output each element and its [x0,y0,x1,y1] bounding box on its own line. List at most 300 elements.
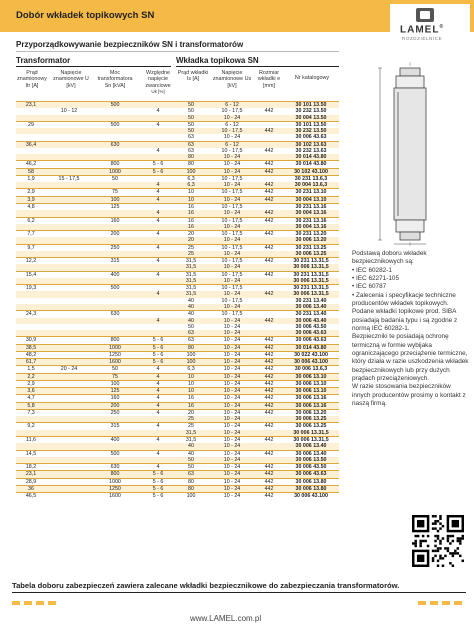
cell-fuse-current: 50 [188,456,194,463]
cell-fuse-size: 442 [264,168,274,175]
cell-fuse-voltage: 10 - 24 [223,471,241,478]
cell-short-circuit-voltage: 5 - 6 [152,351,164,358]
cell-fuse-current: 100 [186,168,196,175]
cell-catalog-number: 30 231 13.25 [295,244,327,251]
cell-short-circuit-voltage: 4 [156,388,160,395]
cell-fuse-voltage: 10 - 17,5 [221,285,243,292]
cell-catalog-number: 30 006 13.80 [295,478,327,485]
cell-catalog-number: 30 006 13.40 [295,450,327,457]
fuse-drawing-icon [370,62,450,247]
cell-rated-voltage: 15 - 17,5 [58,175,80,182]
cell-catalog-number: 30 006 13.25 [295,423,327,430]
cell-fuse-current: 40 [188,311,194,318]
cell-fuse-voltage: 10 - 17,5 [221,311,243,318]
cell-fuse-current: 25 [188,423,194,430]
cell-rated-current: 11,6 [26,437,36,444]
cell-catalog-number: 30 006 13.40 [295,303,327,310]
cell-short-circuit-voltage: 5 - 6 [152,485,164,492]
cell-transformer-power: 500 [110,102,120,108]
cell-fuse-voltage: 10 - 24 [223,416,241,423]
cell-rated-current: 30,9 [25,337,37,344]
cell-rated-current: 29 [28,121,34,128]
table-row [16,492,339,499]
table-row [16,271,339,278]
cell-short-circuit-voltage: 4 [156,271,160,278]
cell-fuse-voltage: 10 - 24 [223,210,241,217]
fuse-section-rule [176,66,339,67]
cell-fuse-current: 80 [188,154,194,161]
table-row [16,409,339,416]
cell-catalog-number: 30 006 43.40 [295,317,327,324]
cell-fuse-size: 442 [264,395,274,402]
cell-rated-current: 2,9 [27,189,35,196]
cell-fuse-current: 16 [188,217,194,224]
cell-fuse-current: 31,5 [185,271,197,278]
cell-fuse-current: 10 [188,388,194,395]
cell-short-circuit-voltage: 4 [156,450,160,457]
cell-fuse-voltage: 10 - 24 [223,237,241,244]
cell-fuse-voltage: 10 - 24 [223,359,241,366]
cell-fuse-current: 50 [188,128,194,135]
cell-rated-current: 9,2 [27,423,35,430]
cell-fuse-current: 63 [188,147,194,154]
cell-fuse-current: 63 [188,471,194,478]
cell-fuse-voltage: 10 - 24 [223,223,241,230]
cell-short-circuit-voltage: 4 [156,217,160,224]
cell-short-circuit-voltage: 4 [156,437,160,444]
cell-fuse-current: 6,3 [187,182,195,189]
cell-catalog-number: 30 231 13.6,3 [294,175,328,182]
cell-fuse-voltage: 10 - 24 [223,303,241,310]
footer-decoration-right-icon [402,600,462,606]
footer-divider [12,592,466,593]
cell-catalog-number: 30 004 13.50 [295,114,327,121]
cell-rated-current: 1,9 [27,175,35,182]
table-row [16,344,339,351]
cell-fuse-voltage: 10 - 17,5 [221,189,243,196]
cell-fuse-voltage: 10 - 24 [223,291,241,298]
cell-fuse-current: 80 [188,161,194,168]
note-line: • IEC 60282-1 [352,266,392,274]
cell-transformer-power: 160 [110,217,120,224]
cell-fuse-size: 442 [264,450,274,457]
cell-transformer-power: 1000 [109,478,121,485]
cell-fuse-size: 442 [264,147,274,154]
cell-transformer-power: 250 [110,409,120,416]
cell-fuse-current: 63 [188,141,194,148]
cell-fuse-current: 10 [188,196,194,203]
col-header-catalog-number: Nr katalogowy [294,75,330,81]
cell-catalog-number: 30 101 13.50 [295,121,327,128]
logo-name: LAMEL® [400,24,445,36]
cell-catalog-number: 30 102 43.100 [294,168,328,175]
cell-fuse-size: 442 [264,380,274,387]
table-row [16,351,339,358]
note-line: Podane wkładki topikowe prod. SIBA posiadają badania typu i są zgodne z normą IEC 60282-1. [352,308,458,332]
cell-fuse-size: 442 [264,344,274,351]
cell-fuse-voltage: 10 - 24 [223,450,241,457]
cell-fuse-size: 442 [264,359,274,366]
cell-fuse-current: 31,5 [185,429,197,436]
cell-fuse-size: 442 [264,128,274,135]
cell-catalog-number: 30 006 43.100 [294,493,328,500]
cell-fuse-size: 442 [264,189,274,196]
cell-short-circuit-voltage: 5 - 6 [152,493,164,500]
cell-fuse-current: 25 [188,244,194,251]
cell-fuse-current: 31,5 [185,285,197,292]
logo-subtitle: ROZDZIELNICE [402,36,443,41]
cell-rated-current: 23,1 [25,102,37,108]
cell-transformer-power: 500 [110,285,120,292]
footer-decoration-left-icon [12,600,72,606]
cell-transformer-power: 1250 [109,351,121,358]
cell-catalog-number: 30 006 13.31,5 [293,277,329,284]
cell-rated-current: 5,8 [27,402,35,409]
cell-fuse-current: 40 [188,297,194,304]
cell-catalog-number: 30 014 43.80 [295,161,327,168]
cell-catalog-number: 30 006 13.31,5 [293,264,329,271]
cell-catalog-number: 30 231 13.31,5 [293,258,329,265]
cell-short-circuit-voltage: 4 [156,464,160,471]
cell-fuse-voltage: 10 - 24 [223,366,241,373]
cell-fuse-current: 50 [188,464,194,471]
cell-transformer-power: 100 [110,196,120,203]
cell-catalog-number: 30 022 43.100 [294,351,328,358]
cell-catalog-number: 30 006 13.10 [295,388,327,395]
cell-transformer-power: 1000 [109,168,121,175]
cell-fuse-voltage: 10 - 24 [223,464,241,471]
cell-fuse-size: 442 [264,464,274,471]
cell-catalog-number: 30 006 43.50 [295,464,327,471]
cell-catalog-number: 30 006 43.100 [294,359,328,366]
cell-short-circuit-voltage: 4 [156,182,160,189]
cell-transformer-power: 160 [110,395,120,402]
table-row [16,478,339,485]
transformer-section-heading: Transformator [16,56,71,65]
section-subtitle: Przyporządkowywanie bezpieczników SN i transformatorów [16,40,244,49]
cell-catalog-number: 30 004 13.16 [295,210,327,217]
cell-rated-current: 15,4 [25,271,37,278]
cell-transformer-power: 630 [110,141,120,148]
cell-catalog-number: 30 231 13.31,5 [293,271,329,278]
cell-transformer-power: 315 [110,423,120,430]
cell-catalog-number: 30 006 13.31,5 [293,437,329,444]
cell-fuse-current: 16 [188,402,194,409]
cell-transformer-power: 1600 [109,359,121,366]
cell-fuse-voltage: 10 - 24 [223,154,241,161]
cell-transformer-power: 630 [110,311,120,318]
cell-fuse-size: 442 [264,351,274,358]
cell-fuse-voltage: 10 - 24 [223,182,241,189]
cell-short-circuit-voltage: 4 [156,373,160,380]
cell-fuse-voltage: 10 - 24 [223,250,241,257]
cell-rated-current: 2,2 [27,373,35,380]
table-row [16,257,339,264]
cell-short-circuit-voltage: 4 [156,108,160,115]
cell-fuse-size: 442 [264,437,274,444]
cell-fuse-current: 31,5 [185,291,197,298]
cell-fuse-current: 40 [188,450,194,457]
cell-short-circuit-voltage: 4 [156,231,160,238]
cell-transformer-power: 800 [110,161,120,168]
cell-fuse-size: 442 [264,485,274,492]
col-header-rated-voltage: Napięcie znamionowe U [kV] [53,70,89,89]
cell-fuse-current: 50 [188,323,194,330]
table-row [16,230,339,237]
cell-transformer-power: 200 [110,231,120,238]
cell-fuse-size: 442 [264,493,274,500]
cell-rated-current: 9,7 [27,244,35,251]
cell-catalog-number: 30 014 43.80 [295,154,327,161]
table-row [16,450,339,457]
note-line: W razie stosowania bezpieczników innych producentów prosimy o kontakt z naszą firmą. [352,383,466,407]
company-logo [390,4,470,44]
cell-fuse-size: 442 [264,108,274,115]
cell-catalog-number: 30 006 13.50 [295,456,327,463]
cell-fuse-size: 442 [264,231,274,238]
cell-short-circuit-voltage: 5 - 6 [152,478,164,485]
col-header-fuse-current: Prąd wkładki Is [A] [177,70,209,83]
table-row [16,373,339,380]
cell-fuse-voltage: 10 - 17,5 [221,217,243,224]
cell-transformer-power: 100 [110,380,120,387]
table-row [16,470,339,477]
cell-fuse-voltage: 10 - 17,5 [221,108,243,115]
cell-fuse-voltage: 10 - 24 [223,388,241,395]
cell-fuse-size: 442 [264,217,274,224]
cell-rated-current: 36 [28,485,34,492]
cell-short-circuit-voltage: 4 [156,380,160,387]
cell-transformer-power: 50 [112,175,118,182]
col-header-fuse-size: Rozmiar wkładki e [mm] [257,70,281,89]
cell-fuse-current: 20 [188,231,194,238]
table-row [16,310,339,317]
cell-transformer-power: 800 [110,471,120,478]
cell-short-circuit-voltage: 4 [156,210,160,217]
cell-fuse-current: 31,5 [185,258,197,265]
cell-fuse-voltage: 10 - 24 [223,478,241,485]
cell-fuse-current: 40 [188,443,194,450]
cell-rated-current: 58 [28,168,34,175]
cell-rated-current: 12,2 [25,258,37,265]
cell-short-circuit-voltage: 5 - 6 [152,161,164,168]
fuse-section-heading: Wkładka topikowa SN [176,56,259,65]
cell-transformer-power: 200 [110,402,120,409]
cell-fuse-current: 31,5 [185,277,197,284]
cell-short-circuit-voltage: 4 [156,366,160,373]
note-line: • IEC 62271-105 [352,274,400,282]
cell-transformer-power: 125 [110,388,120,395]
cell-catalog-number: 30 004 13.10 [295,196,327,203]
cell-fuse-size: 442 [264,196,274,203]
cell-fuse-current: 63 [188,330,194,337]
cell-short-circuit-voltage: 4 [156,423,160,430]
cell-catalog-number: 30 006 43.63 [295,134,327,141]
cell-fuse-voltage: 10 - 24 [223,134,241,141]
cell-fuse-voltage: 10 - 24 [223,264,241,271]
cell-catalog-number: 30 232 13.50 [295,108,327,115]
cell-transformer-power: 800 [110,337,120,344]
cell-catalog-number: 30 006 13.10 [295,380,327,387]
cell-fuse-current: 20 [188,237,194,244]
cell-transformer-power: 50 [112,366,118,373]
cell-short-circuit-voltage: 4 [156,258,160,265]
col-header-transformer-power: Moc transformatora Sn [kVA] [97,70,133,89]
cell-fuse-current: 25 [188,250,194,257]
cell-catalog-number: 30 006 13.25 [295,250,327,257]
cell-rated-current: 19,3 [25,285,37,292]
cell-fuse-size: 442 [264,402,274,409]
cell-catalog-number: 30 006 13.16 [295,402,327,409]
subtitle-divider [16,51,339,52]
table-row [16,175,339,182]
cell-rated-current: 48,2 [25,351,37,358]
col-header-rated-current: Prąd znamionowy Itr [A] [17,70,47,89]
cell-rated-current: 4,7 [27,395,35,402]
cell-catalog-number: 30 232 13.50 [295,128,327,135]
note-line: • Zalecenia i specyfikacje techniczne producentów wkładek topikowych. [352,291,456,307]
cell-transformer-power: 1250 [109,485,121,492]
cell-transformer-power: 1000 [109,344,121,351]
cell-fuse-current: 25 [188,416,194,423]
cell-rated-current: 1,5 [27,366,35,373]
cell-fuse-size: 442 [264,423,274,430]
cell-rated-current: 3,6 [27,388,35,395]
table-row [16,380,339,387]
cell-rated-current: 46,5 [25,493,37,500]
cell-catalog-number: 30 102 13.63 [295,141,327,148]
cell-catalog-number: 30 006 13.10 [295,373,327,380]
cell-rated-current: 28,9 [25,478,37,485]
cell-transformer-power: 250 [110,244,120,251]
cell-catalog-number: 30 006 13.6,3 [294,366,328,373]
cell-short-circuit-voltage: 5 - 6 [152,337,164,344]
cell-fuse-current: 100 [186,351,196,358]
cell-short-circuit-voltage: 5 - 6 [152,359,164,366]
cell-catalog-number: 30 231 13.40 [295,297,327,304]
cell-fuse-current: 50 [188,114,194,121]
cell-rated-current: 23,1 [25,471,37,478]
cell-transformer-power: 400 [110,437,120,444]
cell-fuse-voltage: 10 - 24 [223,429,241,436]
table-row [16,101,339,108]
note-line: Podstawą doboru wkładek bezpiecznikowych są: [352,250,427,266]
cell-fuse-current: 80 [188,485,194,492]
cell-short-circuit-voltage: 4 [156,409,160,416]
cell-transformer-power: 1600 [109,493,121,500]
cell-rated-current: 2,9 [27,380,35,387]
table-row [16,203,339,210]
fuse-selection-table [16,101,339,499]
cell-fuse-size: 442 [264,271,274,278]
cell-rated-current: 7,7 [27,231,35,238]
cell-rated-current: 46,2 [25,161,37,168]
cell-fuse-size: 442 [264,291,274,298]
page-title: Dobór wkładek topikowych SN [16,10,155,21]
cell-fuse-current: 50 [188,102,194,108]
cell-fuse-voltage: 10 - 24 [223,344,241,351]
cell-fuse-current: 50 [188,121,194,128]
cell-rated-current: 6,2 [27,217,35,224]
cell-fuse-voltage: 10 - 24 [223,277,241,284]
qr-code-icon [412,515,464,567]
cell-rated-current: 3,9 [27,196,35,203]
table-row [16,436,339,443]
cell-fuse-voltage: 10 - 24 [223,402,241,409]
table-row [16,196,339,203]
cell-catalog-number: 30 006 43.63 [295,337,327,344]
cell-rated-current: 24,3 [25,311,37,318]
cell-fuse-voltage: 10 - 24 [223,161,241,168]
cell-fuse-current: 16 [188,210,194,217]
cell-fuse-voltage: 10 - 24 [223,323,241,330]
col-header-fuse-voltage: Napięcie znamionowe Us [kV] [212,70,252,89]
cell-catalog-number: 30 006 13.31,5 [293,291,329,298]
cell-rated-current: 61,7 [25,359,37,366]
website-link[interactable]: www.LAMEL.com.pl [190,614,262,623]
table-row [16,365,339,372]
table-row [16,244,339,251]
cell-catalog-number: 30 231 13.40 [295,311,327,318]
cell-catalog-number: 30 006 13.40 [295,443,327,450]
cell-catalog-number: 30 231 13.16 [295,203,327,210]
cell-fuse-current: 10 [188,373,194,380]
cell-fuse-size: 442 [264,388,274,395]
cell-fuse-voltage: 6 - 12 [225,141,239,148]
fuse-drawing-panel [345,56,473,256]
cell-fuse-current: 40 [188,317,194,324]
cell-fuse-voltage: 10 - 17,5 [221,175,243,182]
table-row [16,485,339,492]
cell-catalog-number: 30 231 13.31,5 [293,285,329,292]
cell-fuse-size: 442 [264,258,274,265]
note-line: Bezpieczniki te posiadają ochronę termiczną w formie wybijaka ograniczającego przeciążenie termiczne, który działa w razie uszkodzenia wkładek bezpiecznikowych lub przy dużych prądach przeciążeniowych. [352,333,469,382]
table-row [16,422,339,429]
cell-fuse-voltage: 10 - 24 [223,423,241,430]
table-row [16,168,339,175]
cell-catalog-number: 30 006 43.50 [295,323,327,330]
cell-fuse-current: 31,5 [185,437,197,444]
cell-fuse-voltage: 10 - 24 [223,373,241,380]
table-row [16,160,339,167]
cell-transformer-power: 75 [112,189,118,196]
cell-fuse-voltage: 10 - 24 [223,114,241,121]
cell-short-circuit-voltage: 5 - 6 [152,344,164,351]
cell-short-circuit-voltage: 5 - 6 [152,168,164,175]
cell-short-circuit-voltage: 5 - 6 [152,471,164,478]
cell-fuse-voltage: 6 - 12 [225,102,239,108]
cell-fuse-size: 442 [264,182,274,189]
cell-fuse-voltage: 10 - 17,5 [221,203,243,210]
cell-fuse-voltage: 10 - 24 [223,317,241,324]
cell-fuse-voltage: 10 - 17,5 [221,258,243,265]
cell-fuse-voltage: 10 - 24 [223,380,241,387]
cell-transformer-power: 125 [110,203,120,210]
cell-fuse-voltage: 10 - 17,5 [221,128,243,135]
table-row [16,284,339,291]
table-row [16,141,339,148]
table-row [16,358,339,365]
table-row [16,463,339,470]
cell-short-circuit-voltage: 4 [156,189,160,196]
cell-short-circuit-voltage: 4 [156,291,160,298]
cell-catalog-number: 30 006 43.63 [295,471,327,478]
cell-fuse-size: 442 [264,244,274,251]
cell-fuse-voltage: 6 - 12 [225,121,239,128]
cell-catalog-number: 30 231 13.10 [295,189,327,196]
cell-catalog-number: 30 004 13.6,3 [294,182,328,189]
cell-catalog-number: 30 006 43.63 [295,330,327,337]
